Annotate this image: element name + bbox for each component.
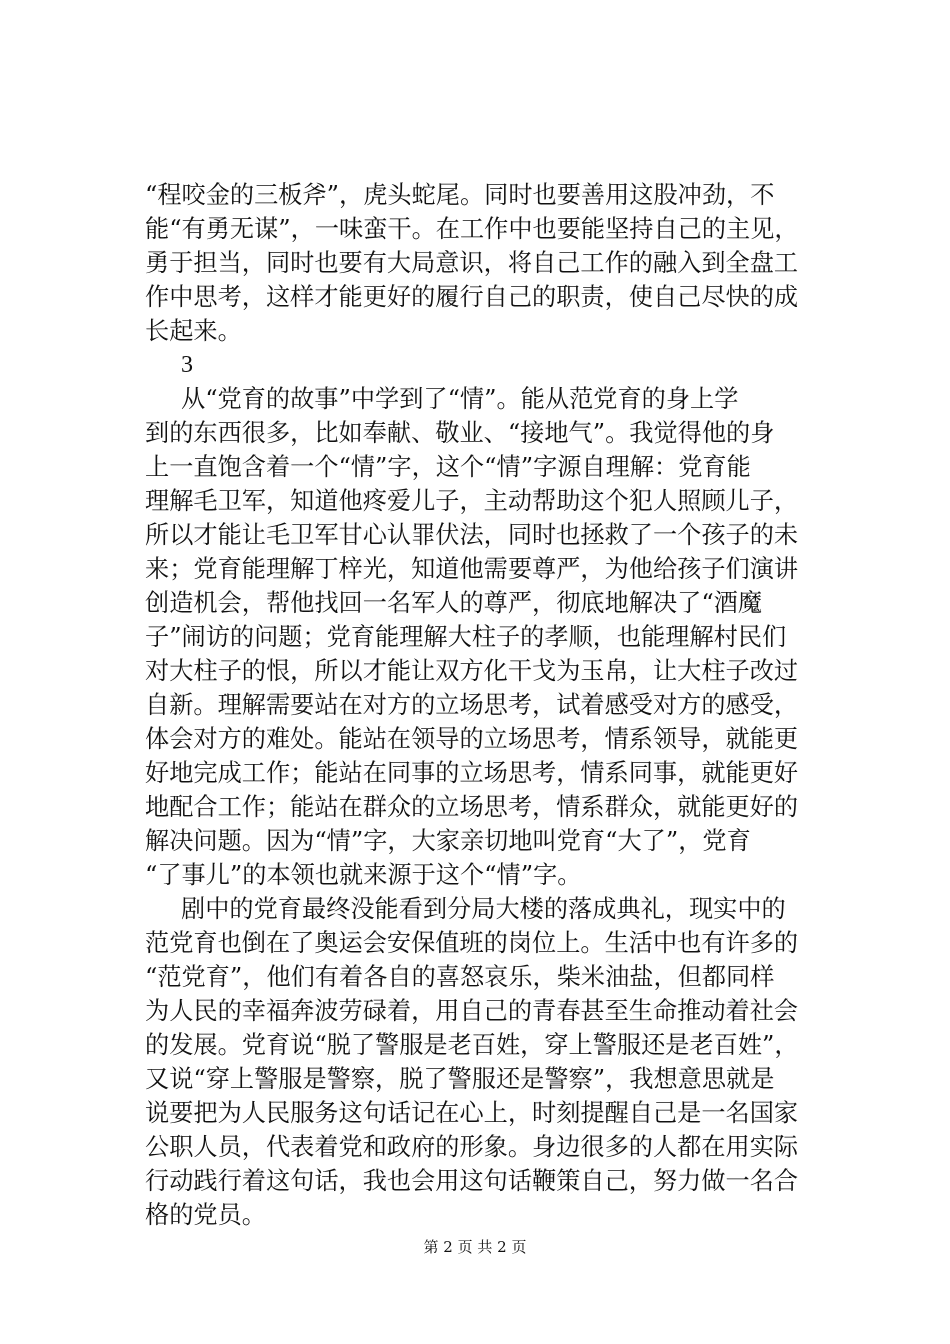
text-line: 好地完成工作；能站在同事的立场思考，情系同事，就能更好 (145, 759, 799, 787)
text-line: 作中思考，这样才能更好的履行自己的职责，使自己尽快的成 (145, 283, 799, 311)
text-line: 地配合工作；能站在群众的立场思考，情系群众，就能更好的 (145, 793, 799, 821)
text-line: 范党育也倒在了奥运会安保值班的岗位上。生活中也有许多的 (145, 929, 799, 957)
text-line: 公职人员，代表着党和政府的形象。身边很多的人都在用实际 (145, 1133, 799, 1161)
text-line: 行动践行着这句话，我也会用这句话鞭策自己，努力做一名合 (145, 1167, 799, 1195)
text-line: 又说“穿上警服是警察，脱了警服还是警察”，我想意思就是 (145, 1065, 775, 1093)
text-line: 子”闹访的问题；党育能理解大柱子的孝顺，也能理解村民们 (145, 623, 787, 651)
text-line: 能“有勇无谋”，一味蛮干。在工作中也要能坚持自己的主见， (145, 215, 799, 243)
page-footer: 第 2 页 共 2 页 (423, 1238, 527, 1256)
text-line: 为人民的幸福奔波劳碌着，用自己的青春甚至生命推动着社会 (145, 997, 799, 1025)
paragraph-first-line: 从“党育的故事”中学到了“情”。能从范党育的身上学 (181, 385, 739, 413)
text-line: “程咬金的三板斧”，虎头蛇尾。同时也要善用这股冲劲，不 (145, 181, 775, 209)
text-line: “了事儿”的本领也就来源于这个“情”字。 (145, 861, 582, 889)
text-line: 的发展。党育说“脱了警服是老百姓，穿上警服还是老百姓”， (145, 1031, 799, 1059)
text-line: “范党育”，他们有着各自的喜怒哀乐，柴米油盐，但都同样 (145, 963, 775, 991)
text-line: 勇于担当，同时也要有大局意识，将自己工作的融入到全盘工 (145, 249, 799, 277)
text-line: 来；党育能理解丁梓光，知道他需要尊严，为他给孩子们演讲 (145, 555, 799, 583)
paragraph-first-line: 剧中的党育最终没能看到分局大楼的落成典礼，现实中的 (181, 895, 786, 923)
text-line: 对大柱子的恨，所以才能让双方化干戈为玉帛，让大柱子改过 (145, 657, 799, 685)
text-line: 解决问题。因为“情”字，大家亲切地叫党育“大了”，党育 (145, 827, 751, 855)
text-line: 体会对方的难处。能站在领导的立场思考，情系领导，就能更 (145, 725, 799, 753)
section-number: 3 (181, 352, 193, 378)
text-line: 所以才能让毛卫军甘心认罪伏法，同时也拯救了一个孩子的未 (145, 521, 799, 549)
text-line: 上一直饱含着一个“情”字，这个“情”字源自理解：党育能 (145, 453, 751, 481)
text-line: 到的东西很多，比如奉献、敬业、“接地气”。我觉得他的身 (145, 419, 775, 447)
text-line: 创造机会，帮他找回一名军人的尊严，彻底地解决了“酒魔 (145, 589, 763, 617)
text-line: 格的党员。 (145, 1201, 266, 1229)
text-line: 理解毛卫军，知道他疼爱儿子，主动帮助这个犯人照顾儿子， (145, 487, 799, 515)
text-line: 说要把为人民服务这句话记在心上，时刻提醒自己是一名国家 (145, 1099, 799, 1127)
text-line: 长起来。 (145, 317, 242, 345)
text-line: 自新。理解需要站在对方的立场思考，试着感受对方的感受， (145, 691, 799, 719)
